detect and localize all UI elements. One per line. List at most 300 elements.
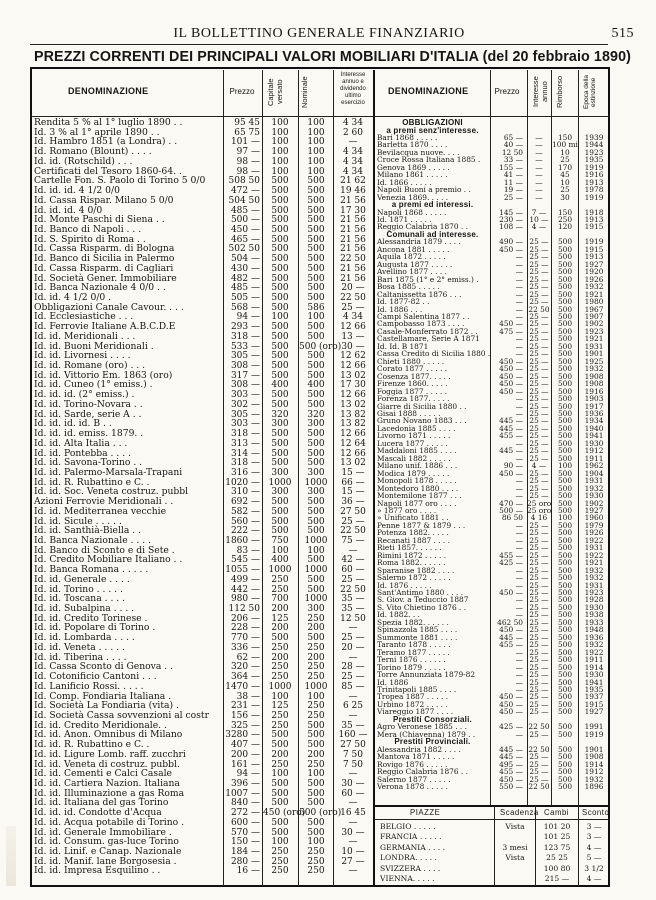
security-price: 336 — xyxy=(230,642,260,653)
bond-maturity: 1941 xyxy=(584,677,604,687)
bond-redemption: 500 xyxy=(557,401,573,411)
interest-dividend: 21 62 xyxy=(340,176,366,187)
bond-name: Gisai 1888 . . . . . xyxy=(377,408,441,418)
bond-price: 450 — xyxy=(499,371,523,381)
bond-price: 155 — xyxy=(499,162,523,172)
security-name: Id. Comp. Fondiaria Italiana . xyxy=(34,690,172,702)
bond-price: 450 — xyxy=(499,244,523,254)
security-price: 465 — xyxy=(230,234,260,245)
bond-interest: 4 — xyxy=(531,461,547,471)
bond-redemption: 500 xyxy=(557,371,573,381)
bond-redemption: 500 xyxy=(557,334,573,344)
security-name: Id. id. Generale Immobiliare . xyxy=(34,826,172,838)
security-name: Id. id. Veneta di costruz. pubbl. xyxy=(34,758,180,770)
bond-price: 40 — xyxy=(503,140,523,150)
interest-dividend: 10 — xyxy=(341,847,365,857)
bond-redemption: 500 xyxy=(557,356,573,366)
security-price: 150 — xyxy=(230,837,260,848)
security-name: Id. Monte Paschi di Siena . . xyxy=(34,214,165,226)
bond-price: 450 — xyxy=(499,692,523,702)
bond-name: Napoli Buoni a premio . . xyxy=(377,185,471,195)
nominal-value: 500 xyxy=(307,497,325,508)
security-price: 499 — xyxy=(230,574,260,585)
capital-paid: 700 xyxy=(271,594,289,605)
security-name: Certificati del Tesoro 1860-64. . xyxy=(34,165,182,177)
bond-price: 450 — xyxy=(499,707,523,717)
bond-maturity: 1935 xyxy=(584,685,604,694)
capital-paid: 500 xyxy=(271,331,289,342)
bond-name: Corato 1877 . . . . . xyxy=(377,364,448,374)
security-price: 62 — xyxy=(236,652,260,663)
nominal-value: 500 xyxy=(307,263,325,274)
nominal-value: 100 xyxy=(307,312,325,323)
bond-maturity: 1931 xyxy=(584,476,604,486)
bond-price: — xyxy=(515,655,523,665)
bond-name: Rieti 1857. . . . . . xyxy=(377,543,442,553)
capital-paid: 250 xyxy=(271,866,289,877)
interest-dividend: 35 — xyxy=(341,604,365,614)
bond-interest: 25 — xyxy=(529,588,549,597)
exchange-col-rule xyxy=(578,805,579,886)
security-name: Id. Credito Mobiliare Italiano . . xyxy=(34,554,183,566)
capital-paid: 200 xyxy=(271,604,289,614)
security-name: Id. id. Credito Torinese . xyxy=(34,612,148,624)
bond-interest: 25 — xyxy=(529,729,549,739)
bond-maturity: 1901 xyxy=(584,349,604,359)
bond-interest: 25 — xyxy=(529,364,549,374)
nominal-value: 500 xyxy=(307,186,325,196)
interest-dividend: 22 50 xyxy=(340,584,366,595)
capital-paid: 250 xyxy=(271,759,289,770)
capital-paid: 200 xyxy=(271,652,289,663)
security-name: Id. id. Manif. lane Borgosesia . xyxy=(34,855,177,867)
exchange-top-rule xyxy=(374,805,609,807)
bond-maturity: 1939 xyxy=(584,132,604,142)
security-name: Id. id. Cuneo (1° emiss.) . xyxy=(34,379,153,391)
security-name: Id. Banco di Sicilia in Palermo xyxy=(34,253,175,265)
capital-paid: 500 xyxy=(271,244,289,255)
exchange-discount: 5 — xyxy=(586,853,602,863)
bond-interest: 25 — xyxy=(529,655,549,665)
interest-dividend: 27 50 xyxy=(340,506,366,517)
capital-paid: 500 xyxy=(271,788,289,799)
interest-dividend: 60 — xyxy=(341,565,365,576)
bond-maturity: 1927 xyxy=(584,707,604,717)
bond-name: Sant'Antimo 1880 . . . . xyxy=(377,588,464,597)
nominal-value: 500 xyxy=(307,458,325,469)
bond-price: 19 — xyxy=(503,185,523,195)
bond-redemption: 150 xyxy=(557,132,573,142)
capital-paid: 100 xyxy=(271,118,289,128)
security-name: Id. Cassa Risparm. di Bologna xyxy=(34,243,175,255)
bond-name: Giarre di Sicilia 1880 . . xyxy=(377,401,467,411)
interest-dividend: 13 82 xyxy=(340,419,366,430)
exchange-col-rule xyxy=(535,805,536,886)
interest-dividend: 4 34 xyxy=(342,312,364,323)
interest-dividend: 2 60 xyxy=(342,127,364,138)
bond-price: — xyxy=(515,341,523,351)
nominal-value: 500 xyxy=(307,779,325,789)
nominal-value: 100 xyxy=(307,837,325,848)
bond-interest: 25 — xyxy=(529,491,549,500)
capital-paid: 500 xyxy=(271,361,289,371)
bond-maturity: 1904 xyxy=(584,468,604,478)
bond-interest: 25 — xyxy=(529,550,549,560)
bond-interest: 25 — xyxy=(529,394,549,403)
security-price: 16 — xyxy=(236,866,260,877)
nominal-value: 1000 xyxy=(304,594,328,605)
bond-maturity: 1914 xyxy=(584,662,604,672)
bond-name: Spezia 1882. . . . . . xyxy=(377,617,449,627)
bond-maturity: 1921 xyxy=(584,289,604,299)
bond-price: — xyxy=(515,438,523,448)
security-price: 502 50 xyxy=(228,244,260,255)
bond-maturity: 1979 xyxy=(584,520,604,530)
capital-paid: 500 xyxy=(271,283,289,294)
security-name: Id. id. id. id. B . . xyxy=(34,418,112,430)
bond-name: Montemilone 1877 . . . xyxy=(377,491,462,500)
bond-name: Terni 1876 . . . . . . xyxy=(377,655,446,665)
nominal-value: 500 xyxy=(307,740,325,751)
interest-dividend: 13 82 xyxy=(340,409,366,420)
left-prezzo-header: Prezzo xyxy=(229,87,255,96)
bond-redemption: 500 xyxy=(557,528,573,538)
nominal-value: 500 xyxy=(307,331,325,342)
bond-price: 450 — xyxy=(499,364,523,374)
security-name: Id. Cassa Sconto di Genova . . xyxy=(34,661,174,673)
bond-price: — xyxy=(515,394,523,403)
security-price: 1007 — xyxy=(225,788,260,799)
bond-price: 455 — xyxy=(499,767,523,776)
bond-maturity: 1902 xyxy=(584,498,604,508)
bond-name: Tropea 1887 . . . . . xyxy=(377,692,449,702)
exchange-term: Vista xyxy=(505,853,525,863)
exchange-rate: 215 — xyxy=(544,874,570,883)
security-price: 504 50 xyxy=(228,195,260,206)
bond-redemption: 500 xyxy=(557,558,573,568)
capital-paid: 500 xyxy=(271,438,289,449)
bond-maturity: 1932 xyxy=(584,483,604,493)
bond-interest: 25 — xyxy=(529,476,549,486)
security-price: 472 — xyxy=(230,186,260,196)
security-price: 450 — xyxy=(230,224,260,235)
bond-name: Ancona 1881 . . . . . xyxy=(377,244,450,254)
nominal-value: 200 xyxy=(307,749,325,760)
bond-price: 475 — xyxy=(499,326,523,336)
bond-price: 455 — xyxy=(499,431,523,441)
nominal-value: 200 xyxy=(307,623,325,634)
bond-redemption: 500 xyxy=(557,446,573,456)
bond-price: 550 — xyxy=(499,781,523,791)
security-price: 1055 — xyxy=(225,565,260,576)
bond-redemption: 500 xyxy=(557,341,573,351)
interest-dividend: 12 66 xyxy=(340,322,366,333)
capital-paid: 500 xyxy=(271,273,289,284)
bond-interest: 25 — xyxy=(529,334,549,344)
interest-dividend: 66 — xyxy=(341,477,365,488)
security-price: 407 — xyxy=(230,740,260,751)
nominal-value: 250 xyxy=(307,856,325,867)
bond-name: Roma 1882. . . . . . xyxy=(377,558,446,568)
bond-maturity: 1978 xyxy=(584,185,604,195)
bond-maturity: 1980 xyxy=(584,297,604,306)
bond-name: Id. Id. B 1871 xyxy=(377,341,429,351)
nominal-value: 1000 xyxy=(304,565,328,576)
bond-price: 445 — xyxy=(499,423,523,433)
interest-dividend: 42 — xyxy=(341,555,365,566)
security-price: 305 — xyxy=(230,351,260,362)
security-name: Id. id. Toscana . . . . xyxy=(34,593,126,605)
bond-maturity: 1919 xyxy=(584,729,604,739)
capital-paid: 200 xyxy=(271,749,289,760)
bond-maturity: 1915 xyxy=(584,699,604,709)
bond-name: Id. 1877-82 . . xyxy=(377,297,430,306)
bond-maturity: 1944 xyxy=(584,140,604,150)
bond-name: Agro Veronese 1885 . . . xyxy=(377,722,467,732)
bond-interest: 4 16 xyxy=(530,513,548,523)
nominal-value: 1000 xyxy=(304,536,328,546)
bond-name: Caltanissetta 1876 . . . xyxy=(377,289,462,299)
bond-interest: 25 — xyxy=(529,468,549,478)
bond-name: Rimini 1872 . . . . . xyxy=(377,550,447,560)
nominal-value: 100 xyxy=(307,127,325,138)
nominal-value: 250 xyxy=(307,613,325,624)
security-price: 364 — xyxy=(230,672,260,682)
security-price: 582 — xyxy=(230,506,260,517)
capital-paid: 250 xyxy=(271,856,289,867)
security-name: Id. id. Palermo-Marsala-Trapani xyxy=(34,466,183,478)
bond-redemption: 500 xyxy=(557,781,573,791)
bond-redemption: 100 mi xyxy=(552,140,578,150)
security-price: 568 — xyxy=(230,302,260,313)
nominal-value: 300 xyxy=(307,604,325,614)
security-price: 310 — xyxy=(230,487,260,498)
interest-dividend: 27 — xyxy=(341,856,365,867)
nominal-value: 500 xyxy=(307,798,325,809)
bond-redemption: 500 xyxy=(557,349,573,359)
bond-maturity: 1916 xyxy=(584,386,604,396)
capital-paid: 125 xyxy=(271,613,289,624)
capital-paid: 320 xyxy=(271,409,289,420)
bond-interest: 25 — xyxy=(529,662,549,672)
interest-dividend: — xyxy=(348,652,358,663)
bond-interest: 25 — xyxy=(529,610,549,620)
security-name: Id. id. 4 1/2 0/0 . xyxy=(34,292,112,303)
bond-redemption: 100 xyxy=(557,461,573,471)
bond-interest: 25 — xyxy=(529,595,549,605)
exchange-rate: 101 20 xyxy=(543,822,571,831)
security-name: Id. id. id. (2° emiss.) . xyxy=(34,389,135,401)
bond-price: — xyxy=(515,297,523,306)
security-price: 303 — xyxy=(230,419,260,430)
bond-interest: 25 — xyxy=(529,767,549,776)
capital-paid: 500 xyxy=(271,370,289,381)
bond-maturity: 1908 xyxy=(584,371,604,381)
left-denominazione-header: DENOMINAZIONE xyxy=(68,86,149,96)
bond-price: — xyxy=(515,282,523,292)
bond-price: 490 — xyxy=(499,237,523,247)
security-name: Id. 3 % al 1° aprile 1890 . . xyxy=(34,126,160,138)
nominal-value: 100 xyxy=(307,166,325,177)
security-name: Id. id. Sarde, serie A . . xyxy=(34,408,142,420)
interest-dividend: 4 34 xyxy=(342,166,364,177)
bond-interest: 25 — xyxy=(529,282,549,292)
exchange-place: LONDRA. . . . . xyxy=(380,853,437,863)
interest-dividend: — xyxy=(348,545,358,556)
capital-paid: 500 xyxy=(271,195,289,206)
capital-paid: 300 xyxy=(271,467,289,478)
bond-name: Modica 1879 . . . . . xyxy=(377,468,450,478)
bond-redemption: 500 xyxy=(557,505,573,515)
security-name: Id. Ecclesiastiche . . . xyxy=(34,311,134,323)
bond-interest: 25 — xyxy=(529,573,549,583)
exchange-discount: 3 — xyxy=(586,832,602,842)
bond-name: Bari 1868 . . . . . xyxy=(377,132,438,142)
bond-name: Bari 1875 (1° e 2° emiss.) . xyxy=(377,274,479,284)
bond-redemption: 25 xyxy=(560,185,570,195)
bond-name: S. Vito Chietino 1876 . . xyxy=(377,602,467,612)
bond-redemption: 500 xyxy=(557,431,573,441)
exchange-place: FRANCIA . . . . . xyxy=(380,832,442,842)
nominal-value: 500 xyxy=(307,720,325,731)
security-name: Id. id. Vittorio Em. 1863 (oro) xyxy=(34,369,173,381)
bond-price: 230 — xyxy=(499,215,523,224)
section-heading: Comunali ad interesse. xyxy=(386,229,479,239)
capital-paid: 250 xyxy=(271,574,289,585)
nominal-value: 500 xyxy=(307,516,325,527)
bond-redemption: 500 xyxy=(557,729,573,739)
bond-redemption: 500 xyxy=(557,476,573,486)
bond-interest: 25 — xyxy=(529,259,549,269)
bond-interest: 25 — xyxy=(529,685,549,694)
capital-paid: 500 xyxy=(271,779,289,789)
bond-maturity: 1927 xyxy=(584,259,604,269)
bond-price: — xyxy=(515,677,523,687)
bond-maturity: 1923 xyxy=(584,326,604,336)
capital-paid: 750 xyxy=(271,536,289,546)
bond-interest: 25 — xyxy=(529,341,549,351)
bond-redemption: 500 xyxy=(557,267,573,277)
capital-paid: 500 xyxy=(271,263,289,274)
security-price: 94 — xyxy=(236,312,260,323)
bond-price: 445 — xyxy=(499,632,523,642)
exchange-discount: 4 — xyxy=(586,874,602,883)
bond-interest: 25 — xyxy=(529,625,549,635)
interest-dividend: 21 56 xyxy=(340,244,366,255)
interest-dividend: 20 — xyxy=(341,642,365,653)
bond-price: 500 — xyxy=(499,505,523,515)
interest-dividend: 12 66 xyxy=(340,429,366,439)
bond-name: Summonte 1881 . . . . xyxy=(377,632,458,642)
bond-interest: 25 — xyxy=(529,431,549,441)
bond-redemption: 500 xyxy=(557,319,573,329)
interest-dividend: 12 64 xyxy=(340,438,366,449)
security-price: 1470 — xyxy=(225,681,260,692)
bond-price: — xyxy=(515,685,523,694)
security-price: 317 — xyxy=(230,370,260,381)
security-name: Id. id. id. 4 0/0 xyxy=(34,204,103,216)
bond-interest: 25 — xyxy=(529,707,549,717)
nominal-value: 500 xyxy=(307,176,325,187)
bond-name: Sparanise 1882 . . . . xyxy=(377,565,455,575)
security-price: 840 — xyxy=(230,798,260,809)
security-name: Azioni Ferrovie Meridionali . . xyxy=(34,496,174,508)
capital-paid: 500 xyxy=(271,390,289,401)
nominal-value: 250 xyxy=(307,642,325,653)
security-price: 318 — xyxy=(230,331,260,342)
bond-price: 450 — xyxy=(499,319,523,329)
bond-redemption: 500 xyxy=(557,438,573,448)
bond-redemption: 500 xyxy=(557,312,573,321)
security-price: 222 — xyxy=(230,526,260,537)
right-epoca-header: Epoca della estinzione xyxy=(583,75,597,109)
bond-price: — xyxy=(515,304,523,314)
left-interesse-header: Interesse annuo e dividendo ultimo esercizio xyxy=(340,72,366,106)
bond-maturity: 1896 xyxy=(584,781,604,791)
security-price: 156 — xyxy=(230,710,260,721)
bond-name: Monopoli 1878 . . . . . xyxy=(377,476,457,486)
bond-redemption: 45 xyxy=(560,170,570,180)
bond-interest: 25 — xyxy=(529,386,549,396)
security-name: Id. id. Impresa Esquilino . . xyxy=(34,865,161,877)
bond-price: 470 — xyxy=(499,498,523,508)
exchange-discount: 4 — xyxy=(586,842,602,852)
bond-name: Rovigo 1876 . . . . . xyxy=(377,759,448,769)
bond-name: S. Giov. a Teduccio 1887 xyxy=(377,595,469,605)
bond-name: Salerno 1872 . . . . . xyxy=(377,573,451,583)
bond-redemption: 500 xyxy=(557,364,573,374)
nominal-value: 500 xyxy=(307,429,325,439)
right-table-row xyxy=(375,783,609,791)
nominal-value: 250 xyxy=(307,662,325,673)
security-name: Id. Hambro 1851 (a Londra) . . xyxy=(34,136,178,148)
exchange-place: VIENNA. . . . . xyxy=(380,874,435,883)
nominal-value: 500 xyxy=(307,254,325,265)
right-rimborso-header: Rimborso xyxy=(555,75,564,109)
bond-price: — xyxy=(515,349,523,359)
security-name: Id. id. (Rotschild) . . . xyxy=(34,155,133,167)
nominal-value: 500 xyxy=(307,584,325,595)
nominal-value: 500 xyxy=(307,817,325,828)
bond-name: Torre Annunziata 1879-82 xyxy=(377,670,476,679)
nominal-value: 500 xyxy=(307,438,325,449)
bond-interest: — xyxy=(535,192,543,202)
security-name: Id. Banco di Sconto e di Sete . xyxy=(34,544,175,556)
bond-maturity: 1912 xyxy=(584,446,604,456)
security-price: 600 — xyxy=(230,817,260,828)
security-price: 112 50 xyxy=(228,604,260,614)
page-title: PREZZI CORRENTI DEI PRINCIPALI VALORI MOBILIARI D'ITALIA (del 20 febbraio 1890) xyxy=(34,49,631,65)
bond-interest: 25 — xyxy=(529,274,549,284)
bond-price: — xyxy=(515,647,523,657)
nominal-value: 500 xyxy=(307,361,325,371)
bond-name: Urbino 1872 . . . . . xyxy=(377,699,448,709)
bond-name: Id. 1882. . . xyxy=(377,610,420,620)
bond-maturity: 1907 xyxy=(584,312,604,321)
bond-redemption: 500 xyxy=(557,722,573,732)
security-name: Id. id. Meridionali . . . xyxy=(34,330,136,342)
capital-paid: 100 xyxy=(271,545,289,556)
bond-redemption: 500 xyxy=(557,759,573,769)
bond-price: — xyxy=(515,535,523,545)
bond-maturity: 1915 xyxy=(584,244,604,254)
bond-redemption: 10 xyxy=(560,177,570,187)
exchange-rate: 100 80 xyxy=(543,863,571,873)
security-name: Id. id. Cementi e Calci Casale xyxy=(34,768,172,780)
security-name: Id. id. Popolare di Torino . xyxy=(34,622,156,634)
capital-paid: 250 xyxy=(271,662,289,673)
nominal-value: 300 xyxy=(307,487,325,498)
